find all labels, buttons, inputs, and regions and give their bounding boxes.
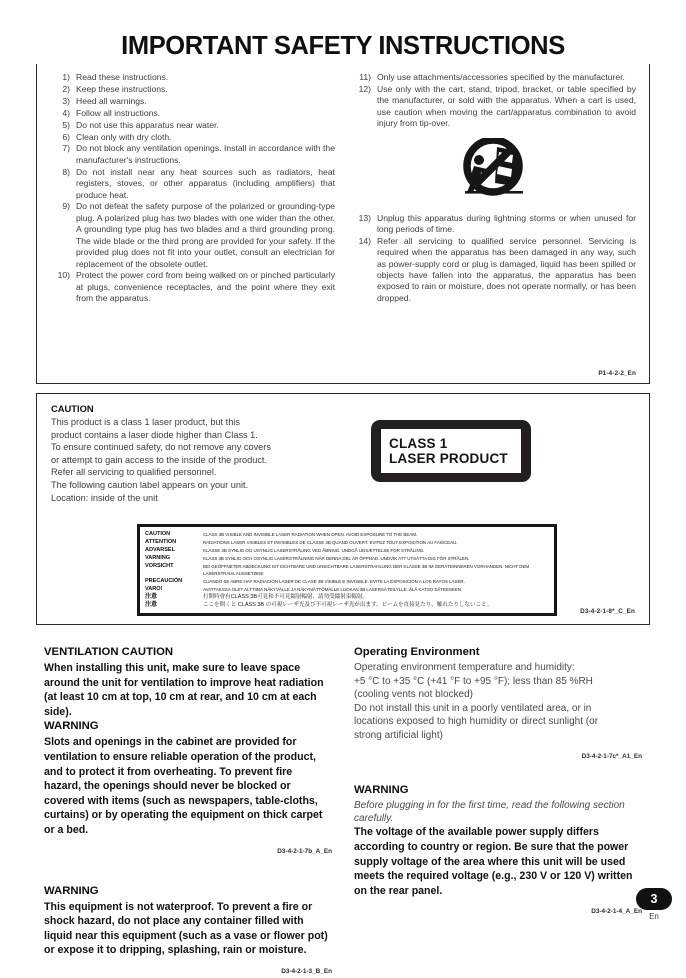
label-text: KLASSE 3B SYNLIG OG USYNLIG LASERSTRÅLING VED ÅBNING. UNDGÅ UDSÆTTELSE FOR STRÅLING. [203, 548, 425, 553]
multilingual-laser-warning-label [137, 524, 557, 616]
doc-code: D3-4-2-1-8*_C_En [580, 608, 635, 615]
item-text: Clean only with dry cloth. [76, 131, 172, 142]
ventilation-doc-code-container [44, 840, 332, 858]
label-row [145, 586, 549, 593]
list-item [50, 201, 335, 269]
item-number: 13) [358, 212, 371, 223]
list-item [351, 213, 636, 236]
spacer [354, 763, 642, 783]
caution-line: Refer all servicing to qualified personnel. [51, 467, 217, 478]
doc-code: P1-4-2-2_En [598, 370, 636, 377]
oe-line: Operating environment temperature and humidity: [354, 662, 575, 673]
page-title: IMPORTANT SAFETY INSTRUCTIONS [109, 30, 577, 62]
safety-list-right-top [351, 72, 636, 130]
item-number: 9) [62, 201, 70, 212]
item-text: Keep these instructions. [76, 83, 168, 94]
ventilation-caution-heading: VENTILATION CAUTION [44, 646, 174, 658]
safety-list-right-bottom [351, 213, 636, 305]
ventilation-warning-heading: WARNING [44, 720, 99, 733]
safety-right-column [351, 72, 636, 380]
waterproof-warning-body: This equipment is not waterproof. To prevent a fire or shock hazard, do not place any container filled with liquid near this equipment (such as a vase or flower pot) or expose it to dripping, splashing, rain or moisture. [44, 900, 328, 957]
doc-code: D3-4-2-1-4_A_En [591, 908, 642, 916]
voltage-doc-code-container [354, 900, 642, 918]
voltage-warning-heading: WARNING [354, 783, 409, 796]
item-number: 7) [62, 143, 70, 154]
item-number: 8) [62, 166, 70, 177]
label-language: 注意 [145, 602, 157, 608]
operating-environment-heading: Operating Environment [354, 646, 480, 658]
ventilation-warning-body: Slots and openings in the cabinet are provided for ventilation to ensure reliable operation of the product, and to protect it from overheating. To prevent fire hazard, the openings should never be blocked or covered with items (such as newspapers, table-cloths, curtains) or by operating the equipment on thick carpet or a bed. [44, 736, 323, 836]
doc-code: D3-4-2-1-7b_A_En [277, 847, 332, 855]
page-number-badge [636, 888, 672, 922]
list-item [50, 96, 335, 107]
voltage-warning-italic-body: Before plugging in for the first time, read the following section carefully. [354, 799, 625, 824]
list-item [50, 72, 335, 83]
label-text: RADIATIONS LASER VISIBLES ET INVISIBLES DE CLASSE 3B QUAND OUVERT. EVITEZ TOUT EXPOSITION AU FAISCEAU. [203, 540, 458, 545]
operating-environment-body [354, 661, 642, 743]
list-item [50, 108, 335, 119]
label-text: AVATTAESSA OLET ALTTIINA NÄKYVÄLLE JA NÄKYMÄTTÖMÄLLE LUOKAN 3B LASERSÄTEILYLLE. ÄLÄ KATSO SÄTEESEEN. [203, 587, 463, 592]
label-text: BEI GEÖFFNETER ABDECKUNG IST SICHTBARE UND UNSICHTBARE LASERSTRAHLUNG DER KLASSE 3B IM GERÄTEINNEREN VORHANDEN. NICHT DEM LASERSTRAHL AUSSETZEN! [203, 564, 530, 577]
class1-line2: LASER PRODUCT [389, 451, 508, 466]
item-number: 10) [57, 270, 70, 281]
item-number: 12) [358, 83, 371, 94]
list-item [50, 132, 335, 143]
page-number: 3 [636, 888, 672, 910]
safety-list-left [50, 72, 335, 305]
bottom-left-column [44, 645, 332, 978]
list-item [50, 120, 335, 131]
page-language-code: En [649, 912, 659, 921]
safety-title-container [36, 30, 650, 64]
spacer [44, 858, 332, 884]
label-row [145, 578, 549, 585]
label-row [145, 547, 549, 554]
label-text: ここを開くと CLASS 3B の可視レーザ光及び不可視レーザ光が出ます。ビームを直接見たり、触れたりしないこと。 [203, 602, 493, 608]
label-language: VARNING [145, 555, 171, 561]
cart-tipover-prohibition-icon [457, 138, 531, 200]
label-language: ADVARSEL [145, 547, 175, 553]
bottom-sections [44, 645, 642, 978]
safety-doc-code-container [598, 362, 636, 380]
item-text: Heed all warnings. [76, 95, 147, 106]
label-row [145, 539, 549, 546]
doc-code: D3-4-2-1-3_B_En [281, 967, 332, 975]
caution-line: To ensure continued safety, do not remove any covers [51, 442, 271, 453]
label-row [145, 563, 549, 577]
list-item [50, 167, 335, 201]
oe-line: strong artificial light) [354, 729, 443, 741]
label-row [145, 555, 549, 562]
laser-caution-box [36, 393, 650, 625]
item-number: 11) [359, 72, 371, 82]
item-number: 2) [62, 83, 70, 94]
operating-environment-doc-code-container [354, 745, 642, 763]
item-text: Do not defeat the safety purpose of the polarized or grounding-type plug. A polarized plug has two blades with one wider than the other. A grounding type plug has two blades and a third grounding prong. The wide blade or the third prong are provided for your safety. If the provided plug does not fit into your outlet, consult an electrician for replacement of the obsolete outlet. [76, 201, 335, 269]
oe-line: (cooling vents not blocked) [354, 689, 473, 701]
list-item [351, 72, 636, 83]
item-text: Protect the power cord from being walked on or pinched particularly at plugs, convenience receptacles, and the point where they exit from the apparatus. [76, 270, 335, 304]
caution-line: The following caution label appears on your unit. [51, 479, 249, 490]
item-text: Refer all servicing to qualified service personnel. Servicing is required when the apparatus has been damaged in any way, such as power-supply cord or plug is damaged, liquid has been spilled or objects have fallen into the apparatus, the apparatus has been exposed to rain or moisture, does not operate normally, or has been dropped. [377, 235, 636, 303]
class1-label-inner [381, 429, 521, 473]
item-text: Use only with the cart, stand, tripod, bracket, or table specified by the manufacturer, or sold with the apparatus. When a cart is used, use caution when moving the cart/apparatus combination to avoid injury from tip-over. [377, 83, 636, 129]
item-number: 6) [62, 131, 70, 142]
label-text: CUANDO SE ABRE HAY RADIACIÓN LÁSER DE CLASE 3B VISIBLE E INVISIBLE. EVITE LA EXPOSICIÓN A LOS RAYOS LÁSER. [203, 579, 465, 584]
item-number: 14) [358, 235, 371, 246]
label-language: VORSICHT [145, 563, 174, 569]
item-text: Do not block any ventilation openings. Install in accordance with the manufacturer's instructions. [76, 143, 335, 165]
label-row [145, 594, 549, 601]
caution-body [51, 416, 371, 504]
list-item [50, 143, 335, 166]
oe-line: Do not install this unit in a poorly ventilated area, or in [354, 702, 592, 714]
caution-line: or attempt to gain access to the inside of the product. [51, 454, 268, 465]
label-text: 打開時會有CLASS 3B可見和不可見鐳射輻射，請勿受鐳射束輻射。 [203, 594, 368, 600]
waterproof-doc-code-container [44, 960, 332, 978]
caution-line: This product is a class 1 laser product, but this [51, 417, 240, 427]
label-language: ATTENTION [145, 539, 177, 545]
cart-tipover-icon-container [351, 138, 636, 205]
laser-doc-code-container [580, 600, 635, 618]
item-text: Only use attachments/accessories specified by the manufacturer. [377, 72, 625, 82]
label-language: VARO! [145, 586, 163, 592]
item-number: 3) [62, 95, 70, 106]
oe-line: +5 °C to +35 °C (+41 °F to +95 °F); less than 85 %RH [354, 675, 593, 687]
item-text: Do not install near any heat sources such as radiators, heat registers, stoves, or other apparatus (including amplifiers) that produce heat. [76, 166, 335, 200]
list-item [50, 270, 335, 304]
waterproof-warning-heading: WARNING [44, 884, 99, 897]
ventilation-caution-body: When installing this unit, make sure to leave space around the unit for ventilation to improve heat radiation (at least 10 cm at top, 10 cm at rear, and 10 cm at each side). [44, 662, 324, 718]
label-row [145, 602, 549, 609]
item-text: Unplug this apparatus during lightning storms or when unused for long periods of time. [377, 212, 636, 234]
safety-columns [36, 72, 650, 380]
class1-laser-product-label [371, 420, 531, 482]
item-number: 4) [62, 107, 70, 118]
voltage-warning-body: The voltage of the available power supply differs according to country or region. Be sure that the power supply voltage of the area where this unit will be used meets the required voltage (e.g., 230 V or 120 V) written on the rear panel. [354, 826, 633, 897]
caution-line: Location: inside of the unit [51, 492, 158, 503]
list-item [351, 84, 636, 130]
item-text: Follow all instructions. [76, 107, 161, 118]
item-text: Read these instructions. [76, 72, 169, 82]
bottom-right-column [354, 645, 642, 978]
label-language: CAUTION [145, 531, 171, 537]
label-language: PRECAUCIÓN [145, 578, 183, 584]
caution-line: product contains a laser diode higher than Class 1. [51, 429, 258, 440]
list-item [50, 84, 335, 95]
label-row [145, 531, 549, 538]
item-text: Do not use this apparatus near water. [76, 119, 219, 130]
doc-code: D3-4-2-1-7c*_A1_En [581, 752, 642, 760]
label-text: KLASS 3B SYNLIG OCH OSYNLIG LASERSTRÅLNING NÄR DENNA DEL ÄR ÖPPNAD. UNDVIK ATT UTSÄTTA DIG FÖR STRÅLEN. [203, 556, 470, 561]
label-text: CLASS 3B VISIBLE AND INVISIBLE LASER RADIATION WHEN OPEN. AVOID EXPOSURE TO THE BEAM. [203, 532, 418, 537]
oe-line: locations exposed to high humidity or direct sunlight (or [354, 716, 599, 728]
item-number: 1) [62, 72, 70, 82]
list-item [351, 236, 636, 304]
label-language: 注意 [145, 594, 157, 600]
caution-heading: CAUTION [51, 403, 94, 414]
item-number: 5) [62, 119, 70, 130]
class1-line1: CLASS 1 [389, 436, 448, 451]
safety-left-column [50, 72, 335, 380]
